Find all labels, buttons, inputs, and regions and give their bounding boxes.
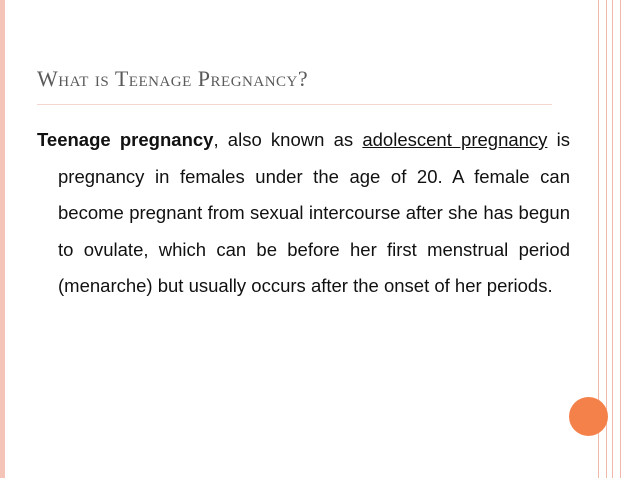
right-border-line [620,0,621,478]
adolescent-pregnancy-link[interactable]: adolescent pregnancy [362,129,548,150]
right-border-line [606,0,607,478]
orange-circle-decoration [569,397,608,436]
left-border-decoration [0,0,5,478]
term-bold: Teenage pregnancy [37,129,214,150]
title-divider [37,104,552,105]
right-border-line [612,0,613,478]
body-text-segment: , also known as [213,129,363,150]
body-text-rest: is pregnancy in females under the age of 20. A female can become pregnant from sexual intercourse after she has begun to ovulate, which can be before her first menstrual period (menarche) but usually occurs after the onset of her periods. [58,129,570,296]
slide-title: What is Teenage Pregnancy? [37,66,309,91]
body-paragraph [37,122,570,305]
